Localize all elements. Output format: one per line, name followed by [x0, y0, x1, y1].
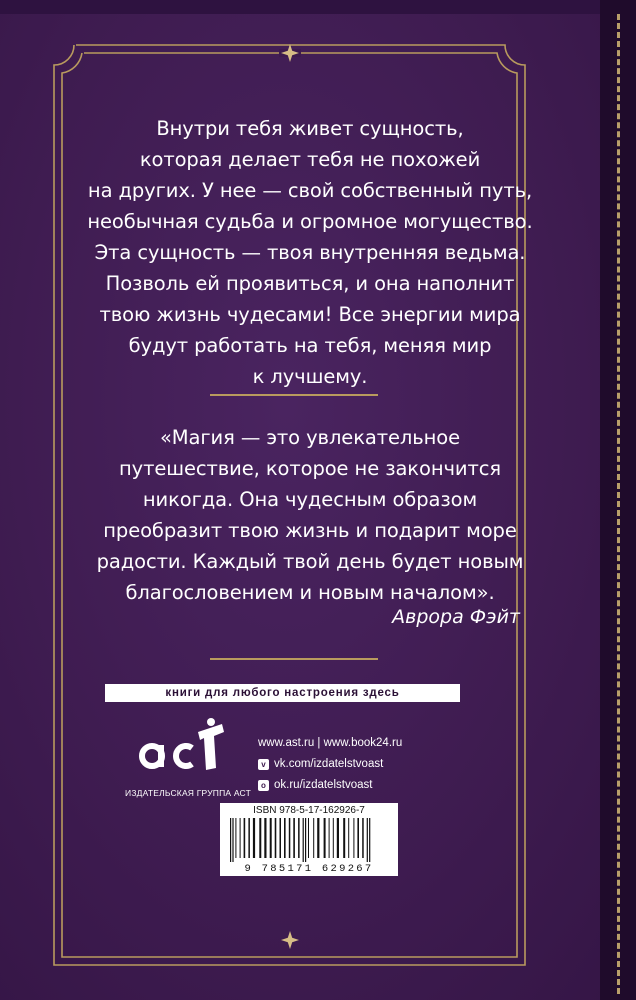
description-line: которая делает тебя не похожей — [139, 148, 481, 171]
divider-top — [210, 394, 378, 396]
description-line: твою жизнь чудесами! Все энергии мира — [99, 303, 521, 326]
description-line: необычная судьба и огромное могущество. — [87, 210, 533, 233]
quote-line: никогда. Она чудесным образом — [142, 488, 478, 511]
description-line: к лучшему. — [252, 365, 368, 388]
websites-link[interactable] — [258, 733, 498, 754]
spine-stitch — [617, 14, 620, 994]
ast-logo-icon — [118, 712, 258, 782]
barcode — [220, 803, 398, 876]
publisher-caption: ИЗДАТЕЛЬСКАЯ ГРУППА АСТ — [125, 788, 251, 798]
quote-line: «Магия — это увлекательное — [159, 426, 461, 449]
vk-icon: v — [258, 759, 269, 770]
ok-text: ok.ru/izdatelstvoast — [274, 779, 373, 791]
book-description — [40, 113, 580, 392]
isbn-number: ISBN 978-5-17-162926-7 — [253, 805, 365, 816]
author-quote — [40, 422, 580, 608]
description-line: Позволь ей проявиться, и она наполнит — [105, 272, 515, 295]
ok-icon: o — [258, 780, 269, 791]
divider-bottom — [210, 658, 378, 660]
quote-line: путешествие, которое не закончится — [119, 457, 501, 480]
barcode-digits: 9 785171 629267 — [244, 863, 374, 875]
description-line: Внутри тебя живет сущность, — [156, 117, 464, 140]
publisher-links — [258, 733, 498, 796]
description-line: на других. У нее — свой собственный путь, — [87, 179, 533, 202]
ok-link[interactable] — [258, 775, 498, 796]
quote-line: преобразит твою жизнь и подарит море — [103, 519, 517, 542]
websites-text: www.ast.ru | www.book24.ru — [258, 737, 403, 749]
vk-text: vk.com/izdatelstvoast — [274, 758, 384, 770]
top-star-icon — [279, 44, 301, 62]
quote-line: радости. Каждый твой день будет новым — [96, 550, 524, 573]
bottom-star-icon — [281, 931, 299, 949]
vk-link[interactable] — [258, 754, 498, 775]
description-line: Эта сущность — твоя внутренняя ведьма. — [94, 241, 526, 264]
description-line: будут работать на тебя, меняя мир — [128, 334, 492, 357]
quote-line: благословением и новым началом». — [125, 581, 495, 604]
barcode-bars — [226, 818, 392, 862]
tagline-banner: книги для любого настроения здесь — [105, 684, 460, 702]
author-name: Аврора Фэйт — [392, 606, 520, 628]
publisher-logo — [118, 712, 258, 798]
